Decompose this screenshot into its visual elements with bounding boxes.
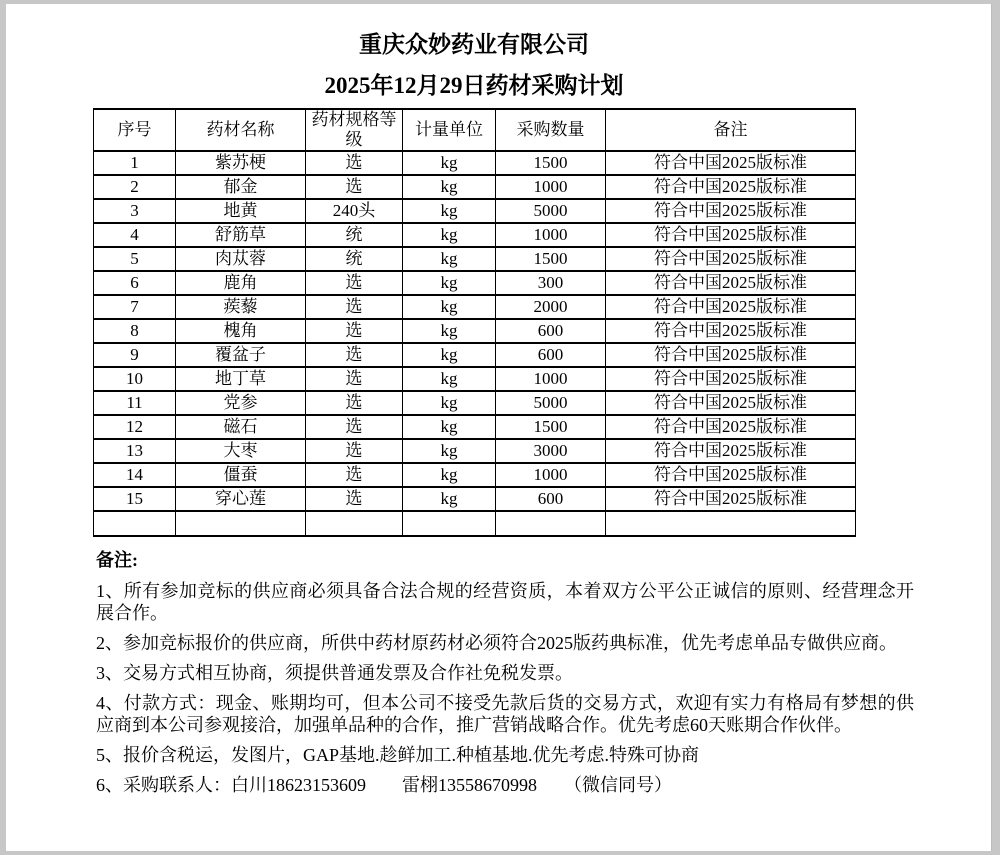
col-header-note: 备注 [606,109,856,151]
cell-spec: 统 [306,247,403,271]
col-header-spec: 药材规格等级 [306,109,403,151]
cell-name: 大枣 [176,439,306,463]
cell-spec: 统 [306,223,403,247]
cell-note [606,511,856,536]
cell-spec: 选 [306,367,403,391]
cell-name: 鹿角 [176,271,306,295]
procurement-table [93,108,856,537]
table-row [94,175,856,199]
cell-seq: 6 [94,271,176,295]
cell-note: 符合中国2025版标准 [606,415,856,439]
table-row [94,223,856,247]
cell-note: 符合中国2025版标准 [606,175,856,199]
cell-unit: kg [403,415,496,439]
table-row [94,415,856,439]
cell-spec [306,511,403,536]
title-block [93,30,855,101]
cell-name: 郁金 [176,175,306,199]
cell-note: 符合中国2025版标准 [606,463,856,487]
cell-note: 符合中国2025版标准 [606,367,856,391]
cell-note: 符合中国2025版标准 [606,199,856,223]
cell-spec: 选 [306,319,403,343]
cell-qty: 1000 [496,463,606,487]
col-header-qty: 采购数量 [496,109,606,151]
table-row [94,487,856,511]
cell-unit: kg [403,175,496,199]
cell-spec: 选 [306,271,403,295]
cell-spec: 选 [306,415,403,439]
cell-name: 蒺藜 [176,295,306,319]
notes-section [96,549,914,796]
cell-seq: 3 [94,199,176,223]
cell-note: 符合中国2025版标准 [606,343,856,367]
cell-note: 符合中国2025版标准 [606,247,856,271]
cell-spec: 选 [306,175,403,199]
cell-seq: 10 [94,367,176,391]
notes-title: 备注: [96,550,138,570]
cell-name: 紫苏梗 [176,151,306,175]
cell-name: 僵蚕 [176,463,306,487]
cell-name: 槐角 [176,319,306,343]
cell-note: 符合中国2025版标准 [606,439,856,463]
col-header-seq: 序号 [94,109,176,151]
cell-qty: 3000 [496,439,606,463]
cell-name: 地黄 [176,199,306,223]
cell-seq: 1 [94,151,176,175]
cell-qty: 5000 [496,391,606,415]
table-row [94,463,856,487]
cell-qty: 600 [496,319,606,343]
table-row [94,343,856,367]
note-paragraph-5: 5、报价含税运，发图片，GAP基地.趁鲜加工.种植基地.优先考虑.特殊可协商 [96,745,700,765]
cell-spec: 选 [306,463,403,487]
cell-qty: 600 [496,343,606,367]
cell-seq: 12 [94,415,176,439]
cell-note: 符合中国2025版标准 [606,487,856,511]
note-paragraph-2: 2、参加竞标报价的供应商，所供中药材原药材必须符合2025版药典标准，优先考虑单品专做供应商。 [96,633,897,653]
cell-unit: kg [403,271,496,295]
cell-name: 穿心莲 [176,487,306,511]
cell-unit: kg [403,343,496,367]
table-row [94,439,856,463]
cell-unit: kg [403,367,496,391]
cell-qty: 300 [496,271,606,295]
col-header-name: 药材名称 [176,109,306,151]
cell-unit: kg [403,463,496,487]
cell-note: 符合中国2025版标准 [606,271,856,295]
table-row [94,247,856,271]
cell-unit [403,511,496,536]
table-row [94,319,856,343]
note-paragraph-1: 1、所有参加竞标的供应商必须具备合法合规的经营资质，本着双方公平公正诚信的原则、经营理念开展合作。 [96,581,914,623]
cell-spec: 选 [306,295,403,319]
cell-qty: 600 [496,487,606,511]
cell-qty: 1000 [496,175,606,199]
cell-seq: 8 [94,319,176,343]
cell-seq: 5 [94,247,176,271]
table-row [94,295,856,319]
cell-unit: kg [403,151,496,175]
cell-note: 符合中国2025版标准 [606,151,856,175]
cell-unit: kg [403,391,496,415]
cell-name: 肉苁蓉 [176,247,306,271]
cell-seq: 4 [94,223,176,247]
cell-spec: 选 [306,487,403,511]
table-row [94,199,856,223]
note-paragraph-4: 4、付款方式：现金、账期均可，但本公司不接受先款后货的交易方式，欢迎有实力有格局有梦想的供应商到本公司参观接洽，加强单品种的合作，推广营销战略合作。优先考虑60天账期合作伙伴。 [96,693,914,735]
cell-name: 覆盆子 [176,343,306,367]
cell-note: 符合中国2025版标准 [606,223,856,247]
cell-unit: kg [403,439,496,463]
company-title: 重庆众妙药业有限公司 [359,32,589,57]
cell-seq: 15 [94,487,176,511]
cell-spec: 选 [306,439,403,463]
cell-qty: 1000 [496,223,606,247]
cell-note: 符合中国2025版标准 [606,295,856,319]
cell-spec: 选 [306,151,403,175]
cell-qty: 1500 [496,415,606,439]
cell-qty: 1000 [496,367,606,391]
cell-unit: kg [403,223,496,247]
cell-name: 舒筋草 [176,223,306,247]
cell-seq: 14 [94,463,176,487]
col-header-unit: 计量单位 [403,109,496,151]
cell-qty [496,511,606,536]
cell-spec: 选 [306,343,403,367]
cell-unit: kg [403,247,496,271]
table-header-row [94,109,856,151]
cell-seq: 11 [94,391,176,415]
cell-seq: 13 [94,439,176,463]
table-row [94,391,856,415]
cell-note: 符合中国2025版标准 [606,391,856,415]
cell-qty: 1500 [496,151,606,175]
cell-qty: 2000 [496,295,606,319]
cell-seq: 9 [94,343,176,367]
cell-name: 磁石 [176,415,306,439]
cell-spec: 240头 [306,199,403,223]
table-row [94,367,856,391]
cell-seq: 2 [94,175,176,199]
cell-unit: kg [403,295,496,319]
cell-qty: 1500 [496,247,606,271]
cell-spec: 选 [306,391,403,415]
table-row [94,271,856,295]
note-paragraph-6: 6、采购联系人：白川18623153609 雷栩13558670998 （微信同号） [96,775,672,795]
cell-unit: kg [403,487,496,511]
cell-name: 地丁草 [176,367,306,391]
cell-qty: 5000 [496,199,606,223]
doc-title: 2025年12月29日药材采购计划 [324,73,624,98]
cell-unit: kg [403,319,496,343]
cell-seq [94,511,176,536]
cell-note: 符合中国2025版标准 [606,319,856,343]
table-row [94,511,856,536]
cell-unit: kg [403,199,496,223]
document-page [6,4,992,851]
cell-name [176,511,306,536]
note-paragraph-3: 3、交易方式相互协商，须提供普通发票及合作社免税发票。 [96,663,573,683]
cell-name: 党参 [176,391,306,415]
cell-seq: 7 [94,295,176,319]
table-row [94,151,856,175]
